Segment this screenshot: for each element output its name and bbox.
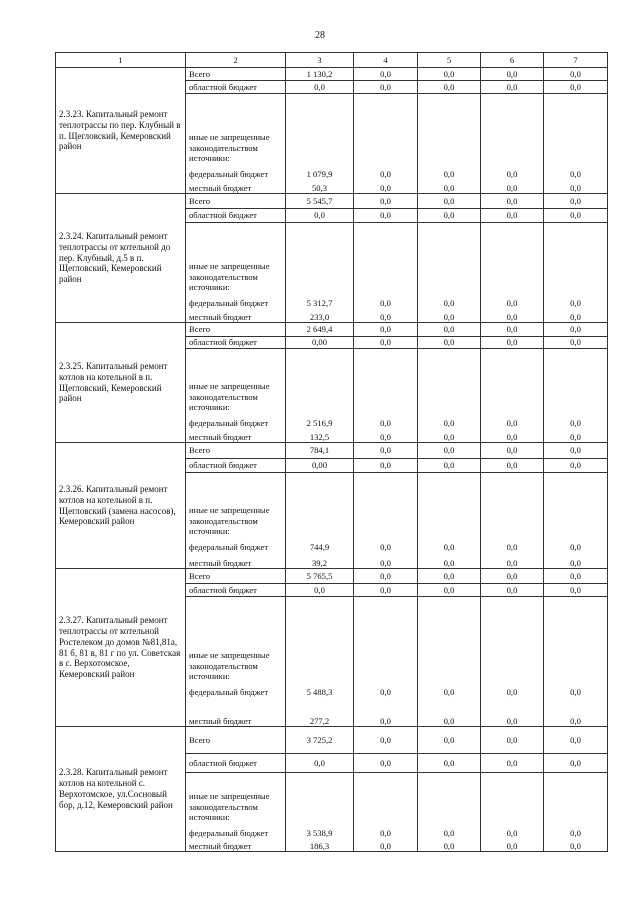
source-label-regional: областной бюджет [186, 584, 286, 597]
value-cell: 0,0 [481, 553, 544, 569]
value-cell: 0,0 [418, 839, 481, 852]
source-label-federal [186, 223, 286, 309]
column-header: 4 [354, 53, 418, 68]
value-cell: 0,0 [354, 443, 418, 459]
value-cell: 0,0 [481, 597, 544, 698]
value-cell: 0,0 [481, 429, 544, 443]
source-label-federal [186, 773, 286, 839]
value-cell: 0,0 [481, 754, 544, 773]
source-label-federal-text: федеральный бюджет [189, 169, 269, 180]
value-cell: 0,0 [544, 597, 608, 698]
value-cell: 0,0 [481, 473, 544, 553]
value-cell: 0,0 [354, 349, 418, 429]
value-cell: 0,0 [354, 473, 418, 553]
value-cell: 0,0 [418, 349, 481, 429]
value-cell: 0,0 [418, 323, 481, 337]
value-cell: 0,0 [481, 349, 544, 429]
value-cell: 0,0 [544, 473, 608, 553]
value-cell: 0,0 [354, 839, 418, 852]
value-cell: 0,0 [418, 81, 481, 94]
value-cell: 0,0 [418, 584, 481, 597]
value-cell: 50,3 [286, 180, 354, 194]
source-label-other: иные не запрещенные законодательством источники: [189, 650, 270, 681]
value-cell: 0,0 [354, 194, 418, 209]
value-cell: 1 130,2 [286, 68, 354, 81]
value-cell: 0,0 [354, 773, 418, 839]
source-label-total: Всего [186, 727, 286, 754]
source-label-total: Всего [186, 569, 286, 584]
source-label-local: местный бюджет [186, 429, 286, 443]
value-cell: 0,0 [418, 597, 481, 698]
source-label-local: местный бюджет [186, 553, 286, 569]
value-cell: 744,9 [286, 473, 354, 553]
column-header: 6 [481, 53, 544, 68]
value-cell: 186,3 [286, 839, 354, 852]
source-label-local: местный бюджет [186, 180, 286, 194]
column-header: 5 [418, 53, 481, 68]
value-cell: 0,0 [354, 553, 418, 569]
value-cell: 2 649,4 [286, 323, 354, 337]
value-cell: 5 488,3 [286, 597, 354, 698]
value-cell: 39,2 [286, 553, 354, 569]
value-cell: 5 765,5 [286, 569, 354, 584]
value-cell: 3 725,2 [286, 727, 354, 754]
value-cell: 0,0 [481, 223, 544, 309]
value-cell: 0,0 [418, 429, 481, 443]
value-cell: 0,0 [544, 323, 608, 337]
source-label-local: местный бюджет [186, 839, 286, 852]
value-cell: 0,0 [481, 209, 544, 223]
column-header: 7 [544, 53, 608, 68]
value-cell: 0,0 [418, 337, 481, 349]
value-cell: 0,0 [354, 81, 418, 94]
value-cell: 0,0 [481, 309, 544, 323]
value-cell: 0,0 [354, 429, 418, 443]
value-cell: 0,0 [544, 194, 608, 209]
source-label-other: иные не запрещенные законодательством источники: [189, 505, 270, 536]
value-cell: 5 545,7 [286, 194, 354, 209]
value-cell: 784,1 [286, 443, 354, 459]
table-row [56, 443, 608, 459]
value-cell: 0,00 [286, 459, 354, 473]
table-row [56, 727, 608, 754]
value-cell: 2 516,9 [286, 349, 354, 429]
value-cell: 0,0 [544, 698, 608, 727]
value-cell: 0,0 [354, 209, 418, 223]
value-cell: 0,0 [418, 754, 481, 773]
value-cell: 0,0 [544, 223, 608, 309]
value-cell: 0,0 [418, 727, 481, 754]
source-label-federal [186, 94, 286, 180]
value-cell: 0,0 [481, 839, 544, 852]
value-cell: 0,0 [481, 773, 544, 839]
value-cell: 0,0 [354, 68, 418, 81]
value-cell: 0,0 [418, 194, 481, 209]
column-header: 2 [186, 53, 286, 68]
value-cell: 0,0 [544, 337, 608, 349]
value-cell: 0,0 [481, 443, 544, 459]
value-cell: 0,0 [481, 94, 544, 180]
value-cell: 0,0 [481, 569, 544, 584]
value-cell: 0,0 [418, 443, 481, 459]
source-label-federal-text: федеральный бюджет [189, 687, 269, 698]
value-cell: 233,0 [286, 309, 354, 323]
source-label-federal [186, 349, 286, 429]
value-cell: 0,0 [481, 323, 544, 337]
measure-name: 2.3.27. Капитальный ремонт теплотрассы от котельной Ростелеком до домов №81,81а, 81 б, 81 в, 81 г по ул. Советская в с. Верхотомское, Кемеровский район [56, 569, 186, 727]
value-cell: 0,0 [418, 68, 481, 81]
value-cell: 0,0 [354, 727, 418, 754]
value-cell: 0,0 [418, 569, 481, 584]
measure-name: 2.3.23. Капитальный ремонт теплотрассы по пер. Клубный в п. Щегловский, Кемеровский район [56, 68, 186, 194]
value-cell: 0,0 [418, 180, 481, 194]
table-body [56, 68, 608, 852]
value-cell: 0,0 [354, 698, 418, 727]
source-label-regional: областной бюджет [186, 459, 286, 473]
value-cell: 0,0 [354, 754, 418, 773]
value-cell: 0,0 [544, 349, 608, 429]
value-cell: 0,0 [354, 180, 418, 194]
value-cell: 0,0 [544, 81, 608, 94]
source-label-total: Всего [186, 323, 286, 337]
value-cell: 0,0 [354, 337, 418, 349]
source-label-regional: областной бюджет [186, 209, 286, 223]
table-row [56, 323, 608, 337]
value-cell: 0,0 [544, 209, 608, 223]
value-cell: 0,0 [286, 584, 354, 597]
value-cell: 0,0 [544, 773, 608, 839]
source-label-federal [186, 597, 286, 698]
value-cell: 0,0 [354, 584, 418, 597]
value-cell: 0,0 [418, 209, 481, 223]
value-cell: 0,0 [544, 584, 608, 597]
column-number-row [56, 53, 608, 68]
source-label-other: иные не запрещенные законодательством источники: [189, 261, 270, 292]
value-cell: 0,0 [544, 309, 608, 323]
source-label-local: местный бюджет [186, 698, 286, 727]
value-cell: 0,0 [481, 459, 544, 473]
value-cell: 0,0 [544, 569, 608, 584]
value-cell: 0,0 [354, 223, 418, 309]
source-label-total: Всего [186, 68, 286, 81]
source-label-federal [186, 473, 286, 553]
value-cell: 0,0 [481, 727, 544, 754]
value-cell: 0,0 [354, 597, 418, 698]
source-label-regional: областной бюджет [186, 337, 286, 349]
value-cell: 0,0 [286, 754, 354, 773]
value-cell: 0,0 [418, 309, 481, 323]
value-cell: 0,0 [418, 773, 481, 839]
measure-name: 2.3.24. Капитальный ремонт теплотрассы от котельной до пер. Клубный, д.5 в п. Щегловский, Кемеровский район [56, 194, 186, 323]
table-row [56, 569, 608, 584]
source-label-federal-text: федеральный бюджет [189, 298, 269, 309]
source-label-other: иные не запрещенные законодательством источники: [189, 791, 270, 822]
value-cell: 0,0 [481, 194, 544, 209]
value-cell: 0,0 [481, 81, 544, 94]
source-label-regional: областной бюджет [186, 754, 286, 773]
source-label-federal-text: федеральный бюджет [189, 542, 269, 553]
value-cell: 5 312,7 [286, 223, 354, 309]
source-label-federal-text: федеральный бюджет [189, 828, 269, 839]
value-cell: 0,0 [418, 698, 481, 727]
value-cell: 0,0 [286, 81, 354, 94]
value-cell: 0,0 [481, 180, 544, 194]
value-cell: 0,0 [481, 337, 544, 349]
value-cell: 0,0 [544, 68, 608, 81]
column-header: 1 [56, 53, 186, 68]
value-cell: 0,00 [286, 337, 354, 349]
value-cell: 0,0 [481, 584, 544, 597]
source-label-regional: областной бюджет [186, 81, 286, 94]
value-cell: 0,0 [354, 569, 418, 584]
value-cell: 0,0 [418, 223, 481, 309]
value-cell: 0,0 [418, 459, 481, 473]
value-cell: 0,0 [354, 459, 418, 473]
column-header: 3 [286, 53, 354, 68]
value-cell: 0,0 [418, 553, 481, 569]
value-cell: 277,2 [286, 698, 354, 727]
value-cell: 0,0 [481, 698, 544, 727]
measure-name: 2.3.25. Капитальный ремонт котлов на котельной в п. Щегловский, Кемеровский район [56, 323, 186, 443]
value-cell: 3 538,9 [286, 773, 354, 839]
table-row [56, 194, 608, 209]
value-cell: 0,0 [544, 180, 608, 194]
value-cell: 0,0 [544, 94, 608, 180]
value-cell: 0,0 [481, 68, 544, 81]
value-cell: 0,0 [544, 443, 608, 459]
value-cell: 0,0 [354, 323, 418, 337]
source-label-other: иные не запрещенные законодательством источники: [189, 132, 270, 163]
source-label-total: Всего [186, 194, 286, 209]
source-label-local: местный бюджет [186, 309, 286, 323]
value-cell: 0,0 [544, 754, 608, 773]
measure-name: 2.3.28. Капитальный ремонт котлов на котельной с. Верхотомское, ул.Сосновый бор, д.12, Кемеровский район [56, 727, 186, 852]
measure-name: 2.3.26. Капитальный ремонт котлов на котельной в п. Щегловский (замена насосов), Кемеровский район [56, 443, 186, 569]
table-row [56, 68, 608, 81]
funding-table [55, 52, 608, 852]
value-cell: 0,0 [544, 459, 608, 473]
value-cell: 0,0 [544, 839, 608, 852]
value-cell: 0,0 [544, 727, 608, 754]
value-cell: 1 079,9 [286, 94, 354, 180]
page-number: 28 [315, 30, 325, 41]
value-cell: 0,0 [286, 209, 354, 223]
source-label-other: иные не запрещенные законодательством источники: [189, 381, 270, 412]
value-cell: 132,5 [286, 429, 354, 443]
value-cell: 0,0 [544, 429, 608, 443]
value-cell: 0,0 [418, 473, 481, 553]
value-cell: 0,0 [544, 553, 608, 569]
value-cell: 0,0 [354, 94, 418, 180]
source-label-federal-text: федеральный бюджет [189, 418, 269, 429]
value-cell: 0,0 [354, 309, 418, 323]
value-cell: 0,0 [418, 94, 481, 180]
source-label-total: Всего [186, 443, 286, 459]
